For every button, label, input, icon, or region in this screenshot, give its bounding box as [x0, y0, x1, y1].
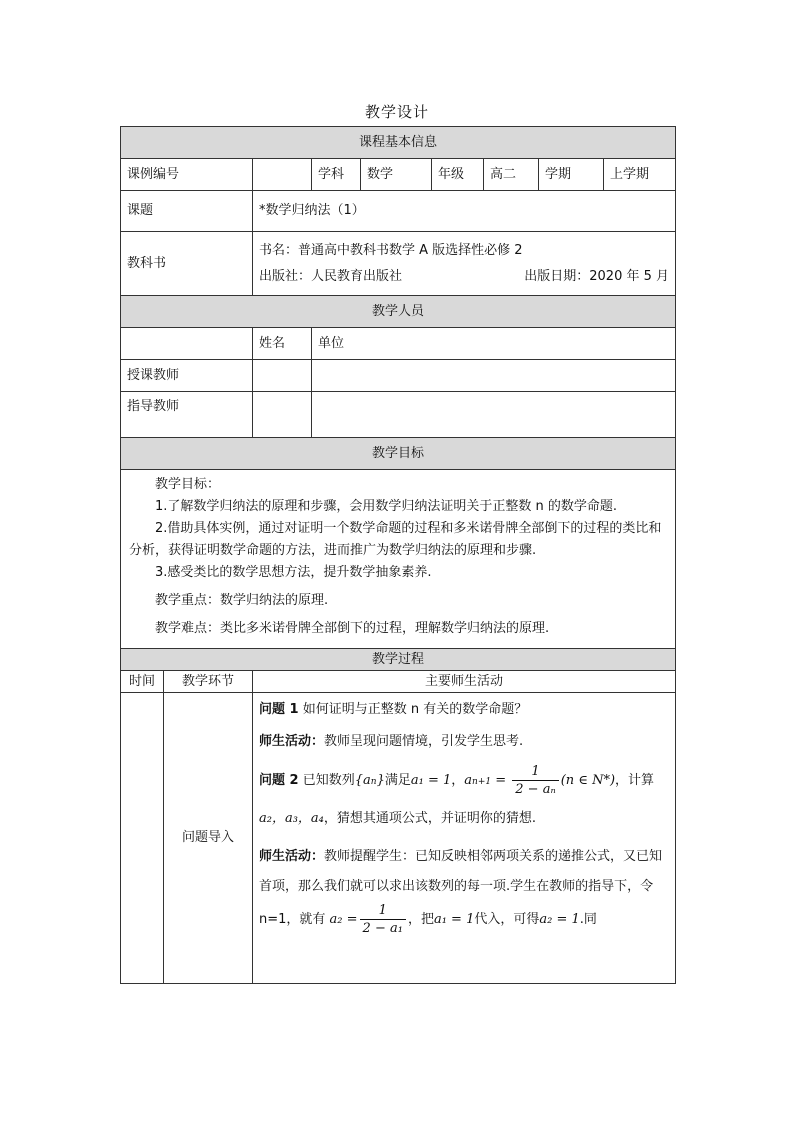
goal-item: 1.了解数学归纳法的原理和步骤，会用数学归纳法证明关于正整数 n 的数学命题. — [155, 499, 618, 514]
question-1-label: 问题 1 — [259, 702, 299, 717]
book-name: 书名：普通高中教科书数学 A 版选择性必修 2 — [259, 242, 523, 258]
label-advisor: 指导教师 — [121, 392, 253, 438]
question-2-label: 问题 2 — [259, 773, 299, 788]
process-header — [121, 649, 676, 671]
label-textbook: 教科书 — [121, 232, 253, 296]
label-lesson-number: 课例编号 — [121, 159, 253, 191]
publisher: 出版社：人民教育出版社 — [259, 268, 403, 284]
goals-header — [121, 438, 676, 470]
col-unit: 单位 — [312, 328, 676, 360]
goals-heading: 教学目标： — [155, 477, 221, 492]
publisher-line — [259, 264, 669, 290]
process-title: 教学过程 — [121, 649, 676, 671]
goal-item: 3.感受类比的数学思想方法，提升数学抽象素养. — [155, 565, 432, 580]
activity-2-label: 师生活动： — [259, 849, 325, 864]
value-advisor-unit — [312, 392, 676, 438]
label-term: 学期 — [539, 159, 604, 191]
staff-row — [121, 360, 676, 392]
document-title: 教学设计 — [364, 103, 429, 121]
value-textbook — [253, 232, 676, 296]
question-1 — [259, 697, 669, 723]
activity-content — [253, 693, 676, 984]
goals-content — [121, 470, 676, 649]
value-time — [121, 693, 164, 984]
label-lecturer: 授课教师 — [121, 360, 253, 392]
staff-column-row — [121, 328, 676, 360]
label-subject: 学科 — [312, 159, 361, 191]
activity-2: 师生活动：教师提醒学生：已知反映相邻两项关系的递推公式，又已知首项，那么我们就可以求出该数列的每一项.学生在教师的指导下，令 n=1，就有 a₂ = $\frac{1}{\text{2 − a₁}}$ ，把a₁ = 1代入，可得a₂ = 1.同 — [259, 849, 663, 936]
goal-item: 2.借助具体实例，通过对证明一个数学命题的过程和多米诺骨牌全部倒下的过程的类比和分析，获得证明数学命题的方法，进而推广为数学归纳法的原理和步骤. — [129, 521, 662, 558]
value-lecturer-name — [253, 360, 312, 392]
lesson-design-table — [120, 126, 676, 984]
publish-date: 出版日期：2020 年 5 月 — [524, 268, 670, 284]
label-topic: 课题 — [121, 191, 253, 232]
value-advisor-name — [253, 392, 312, 438]
a2-fraction: $\frac{1}{\text{2 − a₁}}$ — [360, 902, 406, 937]
recurrence-fraction: $\frac{1}{\text{2 − aₙ}}$ — [512, 763, 558, 798]
col-time: 时间 — [121, 671, 164, 693]
key-point: 教学重点：数学归纳法的原理. — [155, 593, 329, 608]
activity-1-text: 教师呈现问题情境，引发学生思考. — [324, 734, 524, 749]
staff-title: 教学人员 — [121, 296, 676, 328]
process-row — [121, 693, 676, 984]
col-activity: 主要师生活动 — [253, 671, 676, 693]
value-topic: *数学归纳法（1） — [253, 191, 676, 232]
textbook-row — [121, 232, 676, 296]
activity-1-label: 师生活动： — [259, 734, 325, 749]
goals-title: 教学目标 — [121, 438, 676, 470]
basic-info-header — [121, 127, 676, 159]
value-term: 上学期 — [604, 159, 676, 191]
question-2: 问题 2 已知数列{an}满足a₁ = 1，an+1 = $\frac{1}{\text{2 − aₙ}}$ (n ∈ N*)，计算 — [259, 764, 655, 797]
topic-row — [121, 191, 676, 232]
value-grade: 高二 — [484, 159, 539, 191]
value-subject: 数学 — [361, 159, 432, 191]
value-stage: 问题导入 — [164, 693, 253, 984]
col-name: 姓名 — [253, 328, 312, 360]
difficult-point: 教学难点：类比多米诺骨牌全部倒下的过程，理解数学归纳法的原理. — [155, 621, 550, 636]
process-column-row — [121, 671, 676, 693]
question-1-text: 如何证明与正整数 n 有关的数学命题？ — [302, 702, 528, 717]
basic-info-title: 课程基本信息 — [121, 127, 676, 159]
staff-row — [121, 392, 676, 438]
staff-header — [121, 296, 676, 328]
label-grade: 年级 — [432, 159, 484, 191]
col-stage: 教学环节 — [164, 671, 253, 693]
basic-info-row — [121, 159, 676, 191]
goals-row — [121, 470, 676, 649]
question-2-continued: a₂，a₃，a₄，猜想其通项公式，并证明你的猜想. — [259, 811, 537, 826]
value-lecturer-unit — [312, 360, 676, 392]
value-lesson-number — [253, 159, 312, 191]
activity-1 — [259, 729, 669, 755]
